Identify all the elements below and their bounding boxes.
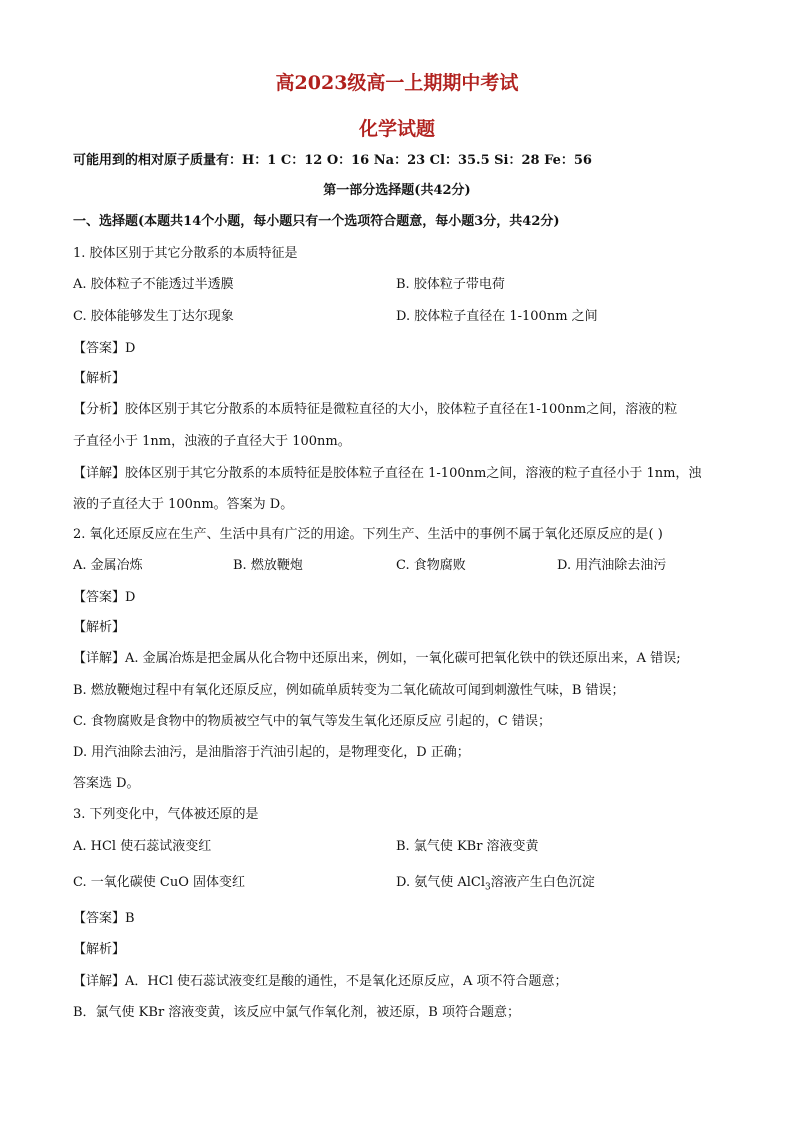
q2-conclusion: 答案选 D。 — [73, 776, 140, 791]
q1-fenxi-line-2: 子直径小于 1nm，浊液的子直径大于 100nm。 — [73, 434, 351, 449]
atomic-masses: 可能用到的相对原子质量有：H：1 C：12 O：16 Na：23 Cl：35.5 Si：28 Fe：56 — [73, 153, 592, 168]
q3-analysis-tag: 【解析】 — [73, 942, 126, 957]
fenxi-text: 胶体区别于其它分散系的本质特征是微粒直径的大小，胶体粒子直径在1-100nm之间，溶液的粒 — [125, 402, 678, 417]
q2-xiangjie-c: C. 食物腐败是食物中的物质被空气中的氧气等发生氧化还原反应 引起的，C 错误； — [73, 714, 551, 729]
option-d-prefix: D. 氨气使 AlCl — [396, 875, 486, 890]
q2-option-c: C. 食物腐败 — [396, 558, 466, 573]
q2-answer — [73, 589, 135, 607]
q3-option-c: C. 一氧化碳使 CuO 固体变红 — [73, 875, 245, 890]
q3-option-d — [396, 874, 595, 897]
q1-xiangjie-line-2: 液的子直径大于 100nm。答案为 D。 — [73, 497, 294, 512]
q2-xiangjie-b: B. 燃放鞭炮过程中有氧化还原反应，例如硫单质转变为二氧化硫故可闻到刺激性气味，B 错误； — [73, 683, 625, 698]
q3-option-a: A. HCl 使石蕊试液变红 — [73, 839, 212, 854]
answer-value: D — [125, 341, 136, 356]
q3-stem: 3. 下列变化中，气体被还原的是 — [73, 807, 259, 822]
q2-stem: 2. 氧化还原反应在生产、生活中具有广泛的用途。下列生产、生活中的事例不属于氧化还原反应的是( ) — [73, 527, 663, 542]
q1-analysis-tag: 【解析】 — [73, 371, 126, 386]
q1-option-d: D. 胶体粒子直径在 1-100nm 之间 — [396, 309, 598, 324]
answer-tag: 【答案】 — [73, 341, 126, 356]
q2-option-b: B. 燃放鞭炮 — [233, 558, 303, 573]
q2-option-a: A. 金属冶炼 — [73, 558, 143, 573]
answer-value: B — [125, 911, 135, 926]
exam-title: 高2023级高一上期期中考试 — [275, 72, 519, 94]
q1-fenxi-line-1 — [73, 401, 677, 419]
q3-xiangjie-b: B．氯气使 KBr 溶液变黄，该反应中氯气作氧化剂，被还原，B 项符合题意； — [73, 1005, 520, 1020]
option-d-suffix: 溶液产生白色沉淀 — [490, 875, 595, 890]
answer-tag: 【答案】 — [73, 911, 126, 926]
q1-option-b: B. 胶体粒子带电荷 — [396, 277, 505, 292]
xiangjie-text: A．HCl 使石蕊试液变红是酸的通性，不是氧化还原反应，A 项不符合题意； — [125, 974, 568, 989]
q2-option-d: D. 用汽油除去油污 — [557, 558, 667, 573]
answer-tag: 【答案】 — [73, 590, 126, 605]
xiangjie-text: 胶体区别于其它分散系的本质特征是胶体粒子直径在 1-100nm之间，溶液的粒子直径小于 1nm，浊 — [125, 466, 702, 481]
part-title: 第一部分选择题(共42分) — [323, 183, 471, 198]
q1-stem: 1. 胶体区别于其它分散系的本质特征是 — [73, 246, 298, 261]
fenxi-tag: 【分析】 — [73, 402, 126, 417]
q3-xiangjie-a — [73, 973, 568, 991]
xiangjie-text: A. 金属冶炼是把金属从化合物中还原出来，例如，一氧化碳可把氧化铁中的铁还原出来，A 错误; — [125, 651, 681, 666]
xiangjie-tag: 【详解】 — [73, 651, 126, 666]
q3-option-b: B. 氯气使 KBr 溶液变黄 — [396, 839, 539, 854]
q1-answer — [73, 340, 135, 358]
xiangjie-tag: 【详解】 — [73, 974, 126, 989]
q1-xiangjie-line-1 — [73, 465, 701, 483]
section-intro: 一、选择题(本题共14个小题，每小题只有一个选项符合题意，每小题3分，共42分) — [73, 214, 560, 229]
subscript-3: 3 — [485, 882, 491, 893]
answer-value: D — [125, 590, 136, 605]
q1-option-a: A. 胶体粒子不能透过半透膜 — [73, 277, 234, 292]
q2-analysis-tag: 【解析】 — [73, 620, 126, 635]
q2-xiangjie-d: D. 用汽油除去油污，是油脂溶于汽油引起的，是物理变化，D 正确； — [73, 745, 470, 760]
q3-answer — [73, 910, 135, 928]
q2-xiangjie-a — [73, 650, 681, 668]
exam-subtitle: 化学试题 — [358, 118, 435, 140]
q1-option-c: C. 胶体能够发生丁达尔现象 — [73, 309, 234, 324]
xiangjie-tag: 【详解】 — [73, 466, 126, 481]
